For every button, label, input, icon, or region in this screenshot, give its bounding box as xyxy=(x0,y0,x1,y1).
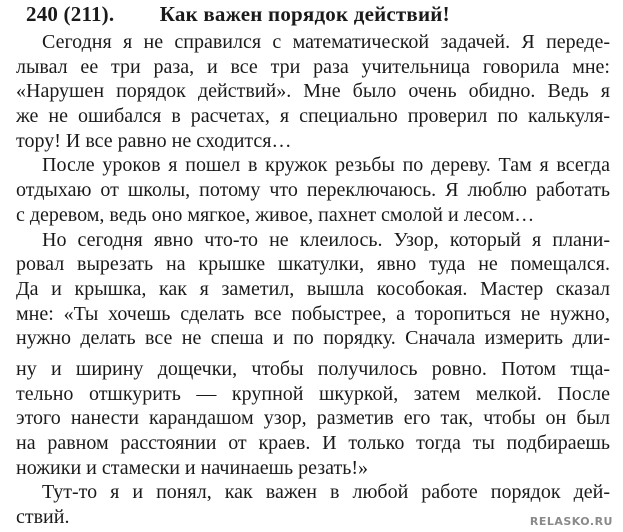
text-line: лывал ее три раза, и все три раза учительница говорила мне: xyxy=(16,55,610,78)
text-line: ствий. xyxy=(16,506,70,529)
text-line: Но сегодня явно что-то не клеилось. Узор, который я плани- xyxy=(42,228,610,251)
text-line: же не ошибался в расчетах, я специально проверил по калькуля- xyxy=(16,105,610,128)
text-line: После уроков я пошел в кружок резьбы по дереву. Там я всегда xyxy=(42,154,610,177)
text-line: этого нанести карандашом узор, разметив его так, чтобы он был xyxy=(16,407,610,430)
exercise-title: Как важен порядок действий! xyxy=(159,2,450,26)
text-line: Да и крышка, как я заметил, вышла кособокая. Мастер сказал xyxy=(16,277,610,300)
text-line: тельно отшкурить — крупной шкуркой, затем мелкой. После xyxy=(16,382,610,405)
text-line: ну и ширину дощечки, чтобы получилось ровно. Потом тща- xyxy=(16,357,610,380)
textbook-page xyxy=(16,2,610,530)
text-line: отдыхаю от школы, потому что переключаюсь. Я люблю работать xyxy=(16,179,610,202)
text-line: тору! И все равно не сходится… xyxy=(16,129,292,152)
text-line: нужно делать все не спеша и по порядку. Сначала измерить дли- xyxy=(16,327,610,350)
exercise-number: 240 (211). xyxy=(26,2,115,26)
site-watermark: RELASKO.RU xyxy=(529,515,613,528)
exercise-text xyxy=(16,30,610,530)
text-line: на равном расстоянии от краев. И только тогда ты подбираешь xyxy=(16,432,610,454)
text-line: ровал вырезать на крышке шкатулки, явно туда не помещался. xyxy=(16,253,610,276)
exercise-heading xyxy=(16,2,610,30)
text-line: мне: «Ты хочешь сделать все побыстрее, а торопиться не нужно, xyxy=(16,302,610,325)
text-line: ножики и стамески и начинаешь резать!» xyxy=(16,456,369,479)
text-line: Сегодня я не справился с математической задачей. Я переде- xyxy=(42,31,610,53)
text-line: с деревом, ведь оно мягкое, живое, пахнет смолой и лесом… xyxy=(16,203,535,226)
text-line: «Нарушен порядок действий». Мне было очень обидно. Ведь я xyxy=(16,80,610,103)
text-line: Тут-то я и понял, как важен в любой работе порядок дей- xyxy=(42,481,610,504)
